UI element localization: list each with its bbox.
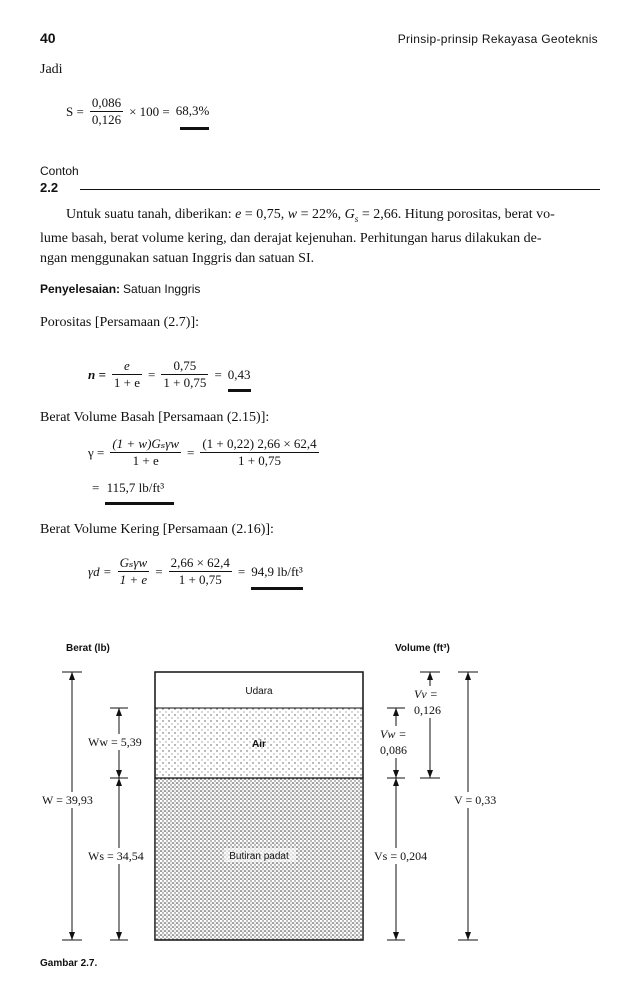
problem-text: Untuk suatu tanah, diberikan: e = 0,75, w = 22%, $G_s = 2,66$. Hitung porositas, berat vo- lume basah, berat volume kering, dan derajat kejenuhan. Perhitungan harus dilakukan de- ngan menggunakan satuan Inggris dan satuan SI. [40,207,555,266]
v-label: V = 0,33 [454,793,497,807]
solution-label: Penyelesaian: [40,282,121,296]
w-label: W = 39,93 [42,793,93,807]
ws-label: Ws = 34,54 [88,849,144,863]
wet-result-line: = 115,7 lb/ft³ [92,480,164,496]
vv-value: 0,126 [414,703,441,717]
equation-porosity: n = $\frac{e}{1 + e}$ = $\frac{0,75}{1 + 0,75}$ = 0,43 [88,358,251,390]
solid-phase-label: Butiran padat [229,851,289,862]
equation-wet: γ = $\frac{\text{(1 + w)Gₛγw}}{1 + e}$ = $\frac{(1 + 0,22) 2,66 \times 62,4}{1 + 0,75}$ [88,436,317,468]
dry-heading: Berat Volume Kering [Persamaan (2.16)]: [40,522,274,537]
eq-s-den: 0,126 [91,112,122,127]
example-rule [80,189,600,190]
equation-s [66,95,209,128]
water-phase-label: Air [252,739,266,750]
phase-diagram [0,630,638,970]
dry-result: 94,9 lb/ft³ [251,564,303,580]
eq-s-fraction [90,95,123,128]
example-label: Contoh [40,164,79,178]
example-number: 2.2 [40,180,59,195]
equation-dry: γd = $\frac{\text{Gₛγw}}{1 + e}$ = $\frac{2,66 \times 62,4}{1 + 0,75}$ = 94,9 lb/ft³ [88,555,303,588]
right-axis-label: Volume (ft³) [395,643,450,654]
eq-s-num: 0,086 [91,95,122,110]
vv-label: Vv = [414,687,438,701]
ww-label: Ww = 5,39 [88,735,142,749]
porosity-heading: Porositas [Persamaan (2.7)]: [40,315,200,330]
eq-s-result: 68,3% [176,103,210,120]
vw-label: Vw = [380,727,407,741]
solution-line [40,282,200,297]
wet-heading: Berat Volume Basah [Persamaan (2.15)]: [40,410,270,425]
running-title: Prinsip-prinsip Rekayasa Geoteknis [397,32,598,46]
figure-caption: Gambar 2.7. [40,958,98,969]
porosity-result: 0,43 [228,367,251,383]
solution-unit: Satuan Inggris [123,282,201,296]
vw-value: 0,086 [380,743,407,757]
eq-s-lhs: S = [66,103,84,119]
left-axis-label: Berat (lb) [66,643,110,654]
air-phase-label: Udara [245,686,273,697]
eq-s-rest: × 100 = [129,103,170,119]
page-number: 40 [40,30,56,46]
wet-result: 115,7 lb/ft³ [107,480,165,495]
jadi-text: Jadi [40,62,63,77]
vs-label: Vs = 0,204 [374,849,428,863]
